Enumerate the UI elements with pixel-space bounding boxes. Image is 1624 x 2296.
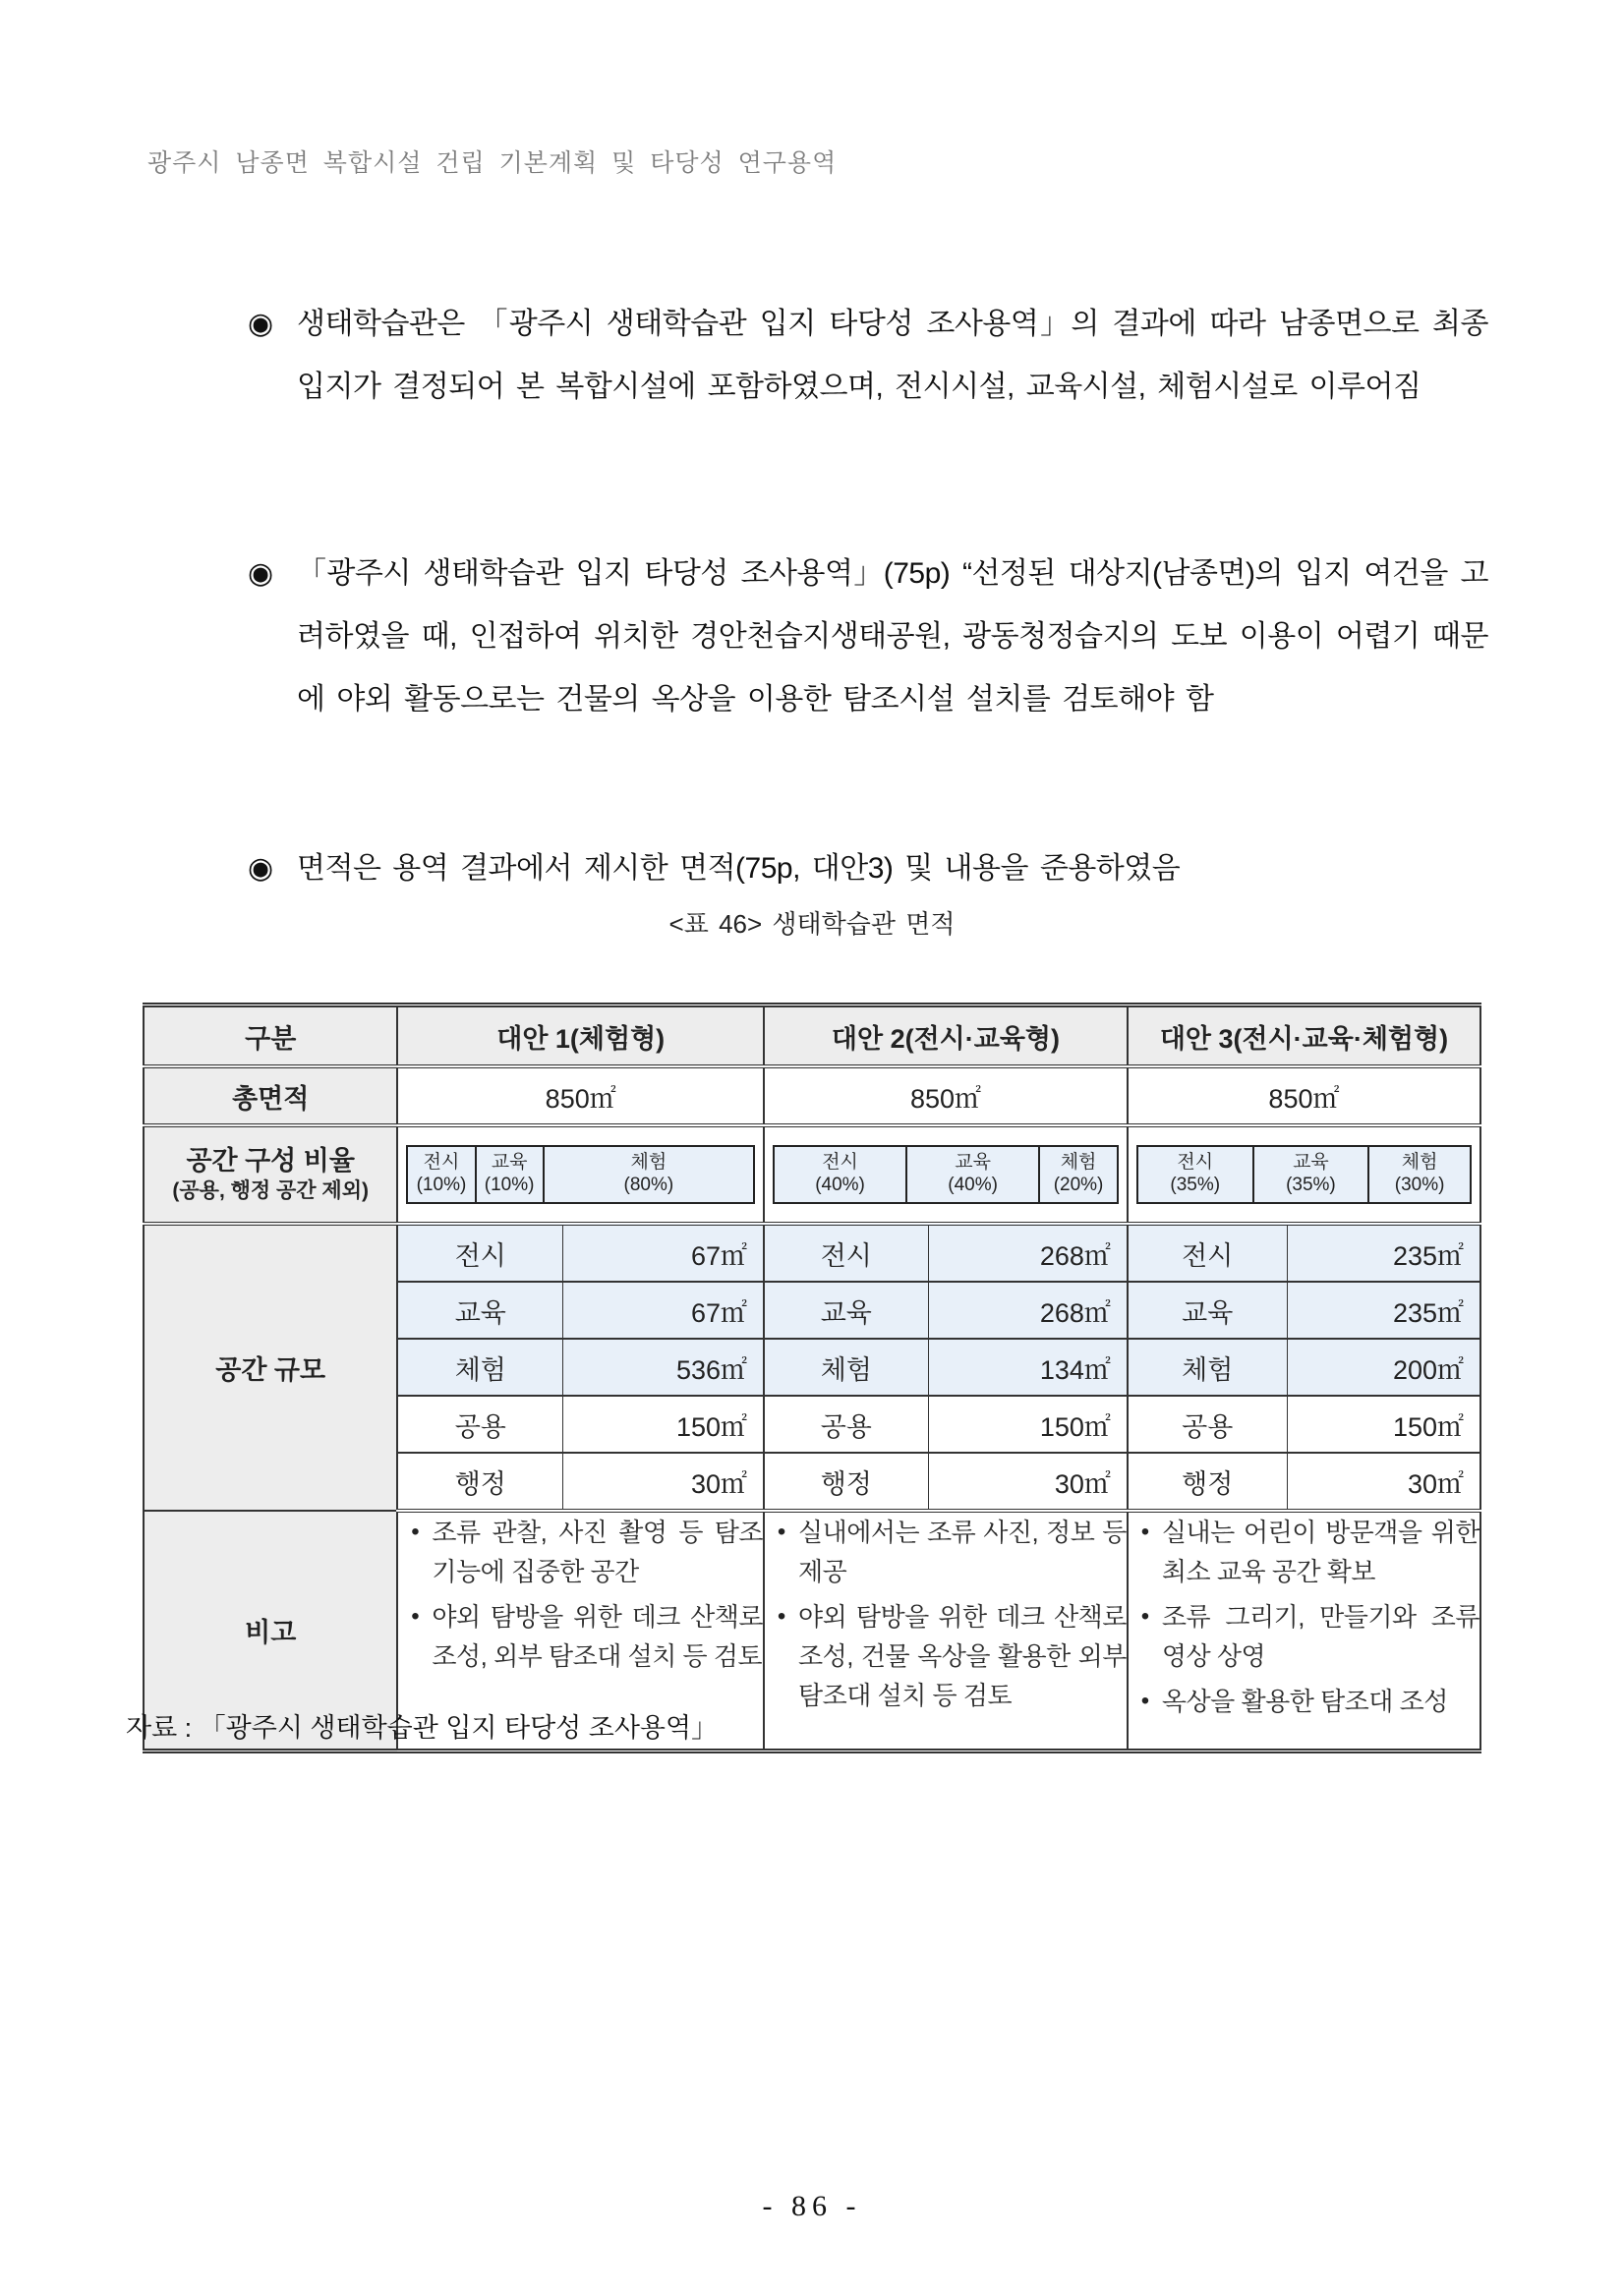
ratio-box-name: 전시 <box>1177 1152 1214 1174</box>
ratio-box-pct: (35%) <box>1286 1175 1336 1195</box>
table-caption: <표 46> 생태학습관 면적 <box>668 909 956 939</box>
ratio-box <box>1252 1145 1370 1204</box>
scale-name: 체험 <box>398 1340 563 1395</box>
bullet-text: 생태학습관은 「광주시 생태학습관 입지 타당성 조사용역」의 결과에 따라 남종면으로 최종 입지가 결정되어 본 복합시설에 포함하였으며, 전시시설, 교육시설, 체험시설로 이루어짐 <box>297 308 1488 403</box>
remark-item <box>1129 1597 1479 1676</box>
dot-bullet-icon: • <box>411 1603 420 1630</box>
scale-value: 235㎡ <box>1392 1297 1464 1328</box>
scale-name: 행정 <box>765 1454 929 1509</box>
remarks-alt3 <box>1128 1511 1480 1751</box>
scale-value: 235㎡ <box>1392 1240 1464 1271</box>
ratio-box <box>406 1145 476 1204</box>
scale-name: 교육 <box>398 1283 563 1338</box>
area-table-wrap <box>143 1003 1481 1753</box>
header-cell-alt3: 대안 3(전시·교육·체험형) <box>1128 1005 1480 1067</box>
total-area-alt1: 850㎡ <box>397 1066 764 1125</box>
total-area-alt2: 850㎡ <box>764 1066 1128 1125</box>
header-cell-alt1: 대안 1(체험형) <box>397 1005 764 1067</box>
scale-cell <box>397 1224 764 1282</box>
fisheye-bullet-icon: ◉ <box>248 557 274 590</box>
total-area-row <box>144 1066 1480 1125</box>
ratio-box-name: 교육 <box>491 1152 528 1174</box>
remark-item <box>765 1513 1127 1591</box>
scale-row-exhibition <box>144 1224 1480 1282</box>
scale-cell <box>397 1282 764 1339</box>
fisheye-bullet-icon: ◉ <box>248 308 274 340</box>
space-ratio-label-sub: (공용, 행정 공간 제외) <box>172 1178 369 1202</box>
ratio-box-pct: (10%) <box>416 1175 467 1195</box>
ratio-box <box>1367 1145 1472 1204</box>
space-ratio-label-main: 공간 구성 비율 <box>186 1146 355 1176</box>
eco-center-area-table <box>143 1003 1481 1753</box>
scale-value: 150㎡ <box>1039 1411 1111 1442</box>
ratio-cell-alt3 <box>1128 1125 1480 1224</box>
scale-name: 교육 <box>765 1283 929 1338</box>
ratio-box-name: 교육 <box>1293 1152 1329 1174</box>
ratio-box <box>1136 1145 1254 1204</box>
dot-bullet-icon: • <box>777 1519 786 1545</box>
page-number: - 86 - <box>762 2190 862 2222</box>
dot-bullet-icon: • <box>1140 1519 1150 1545</box>
scale-cell <box>1128 1396 1480 1453</box>
header-cell-alt2: 대안 2(전시·교육형) <box>764 1005 1128 1067</box>
bullet-item <box>248 293 1488 419</box>
ratio-box <box>1038 1145 1119 1204</box>
dot-bullet-icon: • <box>411 1519 420 1545</box>
total-area-label: 총면적 <box>144 1066 397 1125</box>
dot-bullet-icon: • <box>1140 1688 1150 1714</box>
scale-name: 체험 <box>1129 1340 1288 1395</box>
remark-text: 조류 그리기, 만들기와 조류 영상 상영 <box>1161 1602 1479 1671</box>
scale-name: 전시 <box>1129 1226 1288 1281</box>
remark-text: 야외 탐방을 위한 데크 산책로 조성, 건물 옥상을 활용한 외부 탐조대 설치 등 검토 <box>798 1602 1127 1710</box>
scale-value: 268㎡ <box>1039 1297 1111 1328</box>
bullet-item <box>248 543 1488 731</box>
ratio-box-pct: (30%) <box>1394 1175 1445 1195</box>
scale-name: 행정 <box>1129 1454 1288 1509</box>
scale-cell <box>397 1396 764 1453</box>
space-scale-label: 공간 규모 <box>144 1224 397 1511</box>
bullet-text: 면적은 용역 결과에서 제시한 면적(75p, 대안3) 및 내용을 준용하였음 <box>297 852 1181 885</box>
header-cell-category: 구분 <box>144 1005 397 1067</box>
scale-cell <box>1128 1282 1480 1339</box>
scale-name: 공용 <box>765 1397 929 1452</box>
dot-bullet-icon: • <box>777 1603 786 1630</box>
ratio-box-pct: (40%) <box>815 1175 865 1195</box>
remark-item <box>398 1597 763 1676</box>
scale-value: 200㎡ <box>1392 1354 1464 1385</box>
scale-value: 134㎡ <box>1039 1354 1111 1385</box>
remarks-label: 비고 <box>144 1511 397 1751</box>
scale-cell <box>397 1453 764 1511</box>
scale-cell <box>764 1339 1128 1396</box>
scale-value: 268㎡ <box>1039 1240 1111 1271</box>
remark-text: 실내에서는 조류 사진, 정보 등 제공 <box>798 1518 1127 1586</box>
ratio-cell-alt1 <box>397 1125 764 1224</box>
bullet-item <box>248 837 1488 900</box>
ratio-box-name: 체험 <box>1060 1152 1097 1174</box>
ratio-box <box>773 1145 907 1204</box>
scale-cell <box>1128 1224 1480 1282</box>
fisheye-bullet-icon: ◉ <box>248 852 274 885</box>
ratio-box-name: 체험 <box>630 1152 667 1174</box>
ratio-box-pct: (35%) <box>1170 1175 1221 1195</box>
scale-value: 67㎡ <box>690 1240 748 1271</box>
scale-cell <box>397 1339 764 1396</box>
ratio-box <box>475 1145 545 1204</box>
scale-value: 30㎡ <box>1054 1468 1111 1499</box>
scale-name: 공용 <box>1129 1397 1288 1452</box>
ratio-box-pct: (80%) <box>623 1175 674 1195</box>
ratio-box-name: 교육 <box>955 1152 991 1174</box>
source-note: 자료 : 「광주시 생태학습관 입지 타당성 조사용역」 <box>126 1713 719 1743</box>
ratio-box-name: 전시 <box>423 1152 460 1174</box>
space-ratio-row <box>144 1125 1480 1224</box>
remark-text: 조류 관찰, 사진 촬영 등 탐조 기능에 집중한 공간 <box>432 1518 764 1586</box>
ratio-box <box>905 1145 1040 1204</box>
scale-value: 536㎡ <box>675 1354 748 1385</box>
ratio-box-pct: (40%) <box>948 1175 998 1195</box>
remark-item <box>765 1597 1127 1715</box>
scale-name: 공용 <box>398 1397 563 1452</box>
ratio-box-name: 전시 <box>822 1152 858 1174</box>
scale-value: 150㎡ <box>1392 1411 1464 1442</box>
scale-value: 67㎡ <box>690 1297 748 1328</box>
scale-cell <box>764 1396 1128 1453</box>
scale-cell <box>1128 1339 1480 1396</box>
scale-cell <box>1128 1453 1480 1511</box>
remark-item <box>1129 1513 1479 1591</box>
ratio-box <box>543 1145 755 1204</box>
ratio-box-name: 체험 <box>1401 1152 1438 1174</box>
running-header: 광주시 남종면 복합시설 건립 기본계획 및 타당성 연구용역 <box>147 149 838 177</box>
scale-name: 전시 <box>398 1226 563 1281</box>
space-ratio-label <box>144 1125 397 1224</box>
remark-text: 야외 탐방을 위한 데크 산책로 조성, 외부 탐조대 설치 등 검토 <box>432 1602 764 1671</box>
bullet-text: 「광주시 생태학습관 입지 타당성 조사용역」(75p) “선정된 대상지(남종면)의 입지 여건을 고려하였을 때, 인접하여 위치한 경안천습지생태공원, 광동청정습지의 도보 이용이 어렵기 때문에 야외 활동으로는 건물의 옥상을 이용한 탐조시설 설치를 검토해야 함 <box>297 557 1488 716</box>
remarks-alt2 <box>764 1511 1128 1751</box>
remark-item <box>398 1513 763 1591</box>
remark-text: 옥상을 활용한 탐조대 조성 <box>1161 1687 1448 1716</box>
scale-cell <box>764 1224 1128 1282</box>
scale-name: 교육 <box>1129 1283 1288 1338</box>
scale-name: 체험 <box>765 1340 929 1395</box>
scale-cell <box>764 1453 1128 1511</box>
ratio-box-pct: (20%) <box>1053 1175 1104 1195</box>
scale-value: 30㎡ <box>1407 1468 1464 1499</box>
ratio-cell-alt2 <box>764 1125 1128 1224</box>
scale-value: 30㎡ <box>690 1468 748 1499</box>
remark-text: 실내는 어린이 방문객을 위한 최소 교육 공간 확보 <box>1161 1518 1479 1586</box>
table-header-row <box>144 1005 1480 1067</box>
total-area-alt3: 850㎡ <box>1128 1066 1480 1125</box>
dot-bullet-icon: • <box>1140 1603 1150 1630</box>
scale-name: 행정 <box>398 1454 563 1509</box>
scale-cell <box>764 1282 1128 1339</box>
scale-name: 전시 <box>765 1226 929 1281</box>
ratio-box-pct: (10%) <box>484 1175 535 1195</box>
scale-value: 150㎡ <box>675 1411 748 1442</box>
remark-item <box>1129 1682 1479 1721</box>
